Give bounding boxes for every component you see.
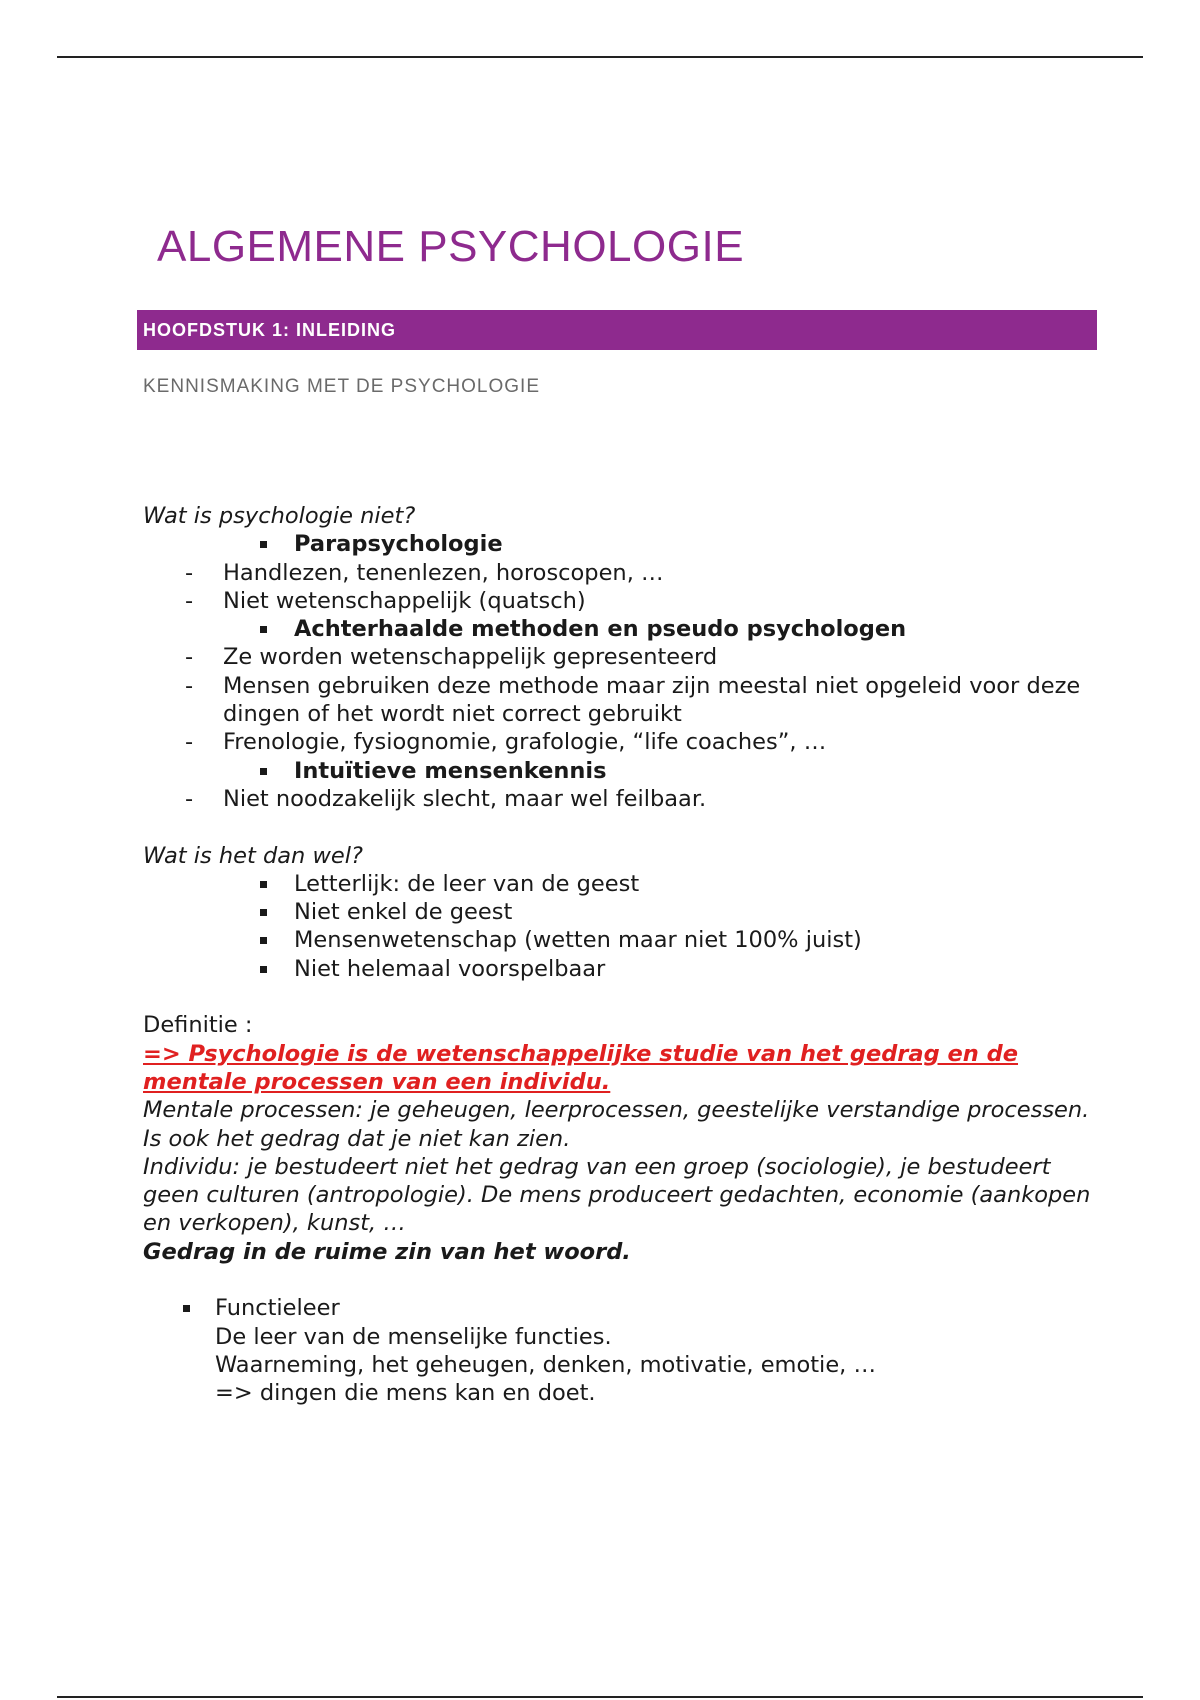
list-item: - Ze worden wetenschappelijk gepresenteerd [185,644,718,671]
bottom-rule [57,1696,1143,1698]
functieleer-line: => dingen die mens kan en doet. [215,1380,596,1407]
list-item: Niet helemaal voorspelbaar [143,955,1103,983]
document-title: ALGEMENE PSYCHOLOGIE [157,222,745,271]
list-item: - Niet wetenschappelijk (quatsch) [185,587,586,614]
group-heading-intuitieve-mensenkennis: Intuïtieve mensenkennis [143,757,1103,785]
group-heading-achterhaalde-methoden: Achterhaalde methoden en pseudo psychologen [143,615,1103,643]
behavior-note: Gedrag in de ruime zin van het woord. [143,1238,631,1265]
list-item: - Mensen gebruiken deze methode maar zijn meestal niet opgeleid voor deze dingen of het wordt niet correct gebruikt [185,672,1081,728]
section-heading: KENNISMAKING MET DE PSYCHOLOGIE [143,376,541,397]
list-item: - Frenologie, fysiognomie, grafologie, “life coaches”, … [185,729,827,756]
list-item: - Niet noodzakelijk slecht, maar wel feilbaar. [185,785,707,812]
top-rule [57,56,1143,58]
functieleer-heading: Functieleer [215,1295,340,1322]
list-item: Mensenwetenschap (wetten maar niet 100% juist) [143,926,1103,954]
question-niet: Wat is psychologie niet? [143,503,416,529]
chapter-heading: HOOFDSTUK 1: INLEIDING [137,310,1097,350]
document-body [143,502,1103,1408]
list-item: - Handlezen, tenenlezen, horoscopen, … [185,559,664,586]
definition-statement: => Psychologie is de wetenschappelijke studie van het gedrag en de mentale processen van een individu. [143,1040,1019,1095]
functieleer-item [143,1294,1103,1407]
question-wel: Wat is het dan wel? [143,842,363,869]
functieleer-line: De leer van de menselijke functies. [215,1323,612,1350]
list-item: Letterlijk: de leer van de geest [143,870,1103,898]
mental-processes-note: Mentale processen: je geheugen, leerprocessen, geestelijke verstandige processen. Is ook het gedrag dat je niet kan zien. [143,1097,1090,1152]
list-item: Niet enkel de geest [143,898,1103,926]
individual-note: Individu: je bestudeert niet het gedrag van een groep (sociologie), je bestudeert geen culturen (antropologie). De mens produceert gedachten, economie (aankopen en verkopen), kunst, … [143,1153,1091,1237]
definition-label: Definitie : [143,1012,253,1039]
group-heading-parapsychologie: Parapsychologie [143,530,1103,558]
functieleer-line: Waarneming, het geheugen, denken, motivatie, emotie, … [215,1351,876,1378]
